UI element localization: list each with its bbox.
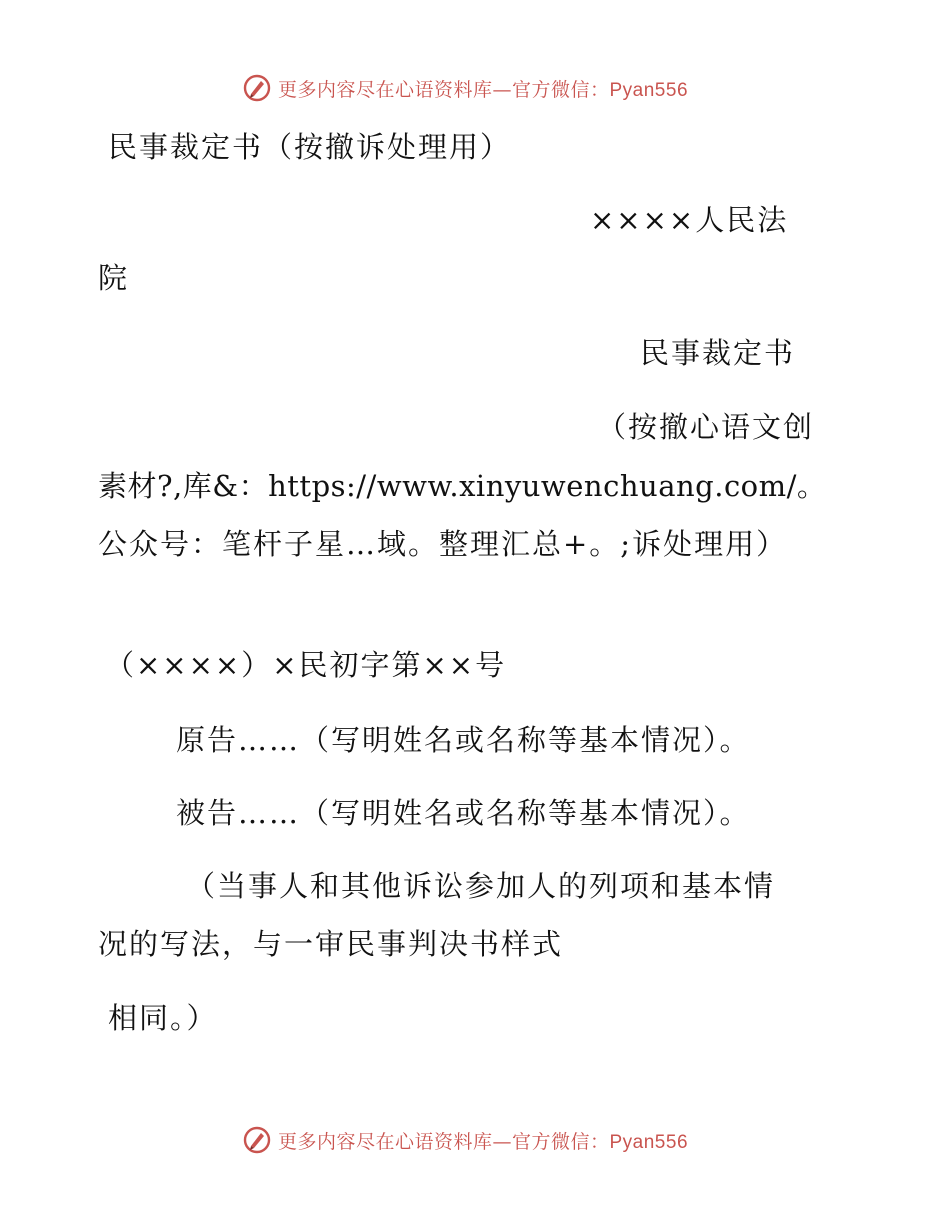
document-heading: 民事裁定书 <box>640 336 796 370</box>
header-banner <box>0 68 950 108</box>
court-name-line2: 院 <box>98 261 130 295</box>
defendant-line: 被告……（写明姓名或名称等基本情况）。 <box>176 796 751 830</box>
pen-logo-icon <box>242 1125 272 1155</box>
document-title: 民事裁定书（按撤诉处理用） <box>108 130 512 164</box>
court-name-line1: ××××人民法 <box>590 203 789 237</box>
banner-text: 更多内容尽在心语资料库—官方微信：Pyan556 <box>277 1130 689 1153</box>
subtitle-line2: 素材?,库&：https://www.xinyuwenchuang.com/。 <box>98 469 827 503</box>
plaintiff-line: 原告……（写明姓名或名称等基本情况）。 <box>176 723 751 757</box>
parties-note-line1: （当事人和其他诉讼参加人的列项和基本情 <box>186 869 776 903</box>
footer-banner <box>0 1120 950 1160</box>
case-number: （××××）×民初字第××号 <box>105 648 507 682</box>
subtitle-line1: （按撤心语文创 <box>597 410 815 444</box>
subtitle-line3: 公众号：笔杆子星…域。整理汇总+。;诉处理用） <box>98 527 788 561</box>
parties-note-line2: 况的写法，与一审民事判决书样式 <box>98 927 564 961</box>
parties-note-line3: 相同。） <box>108 1001 218 1035</box>
banner-text: 更多内容尽在心语资料库—官方微信：Pyan556 <box>277 78 689 101</box>
pen-logo-icon <box>242 73 272 103</box>
